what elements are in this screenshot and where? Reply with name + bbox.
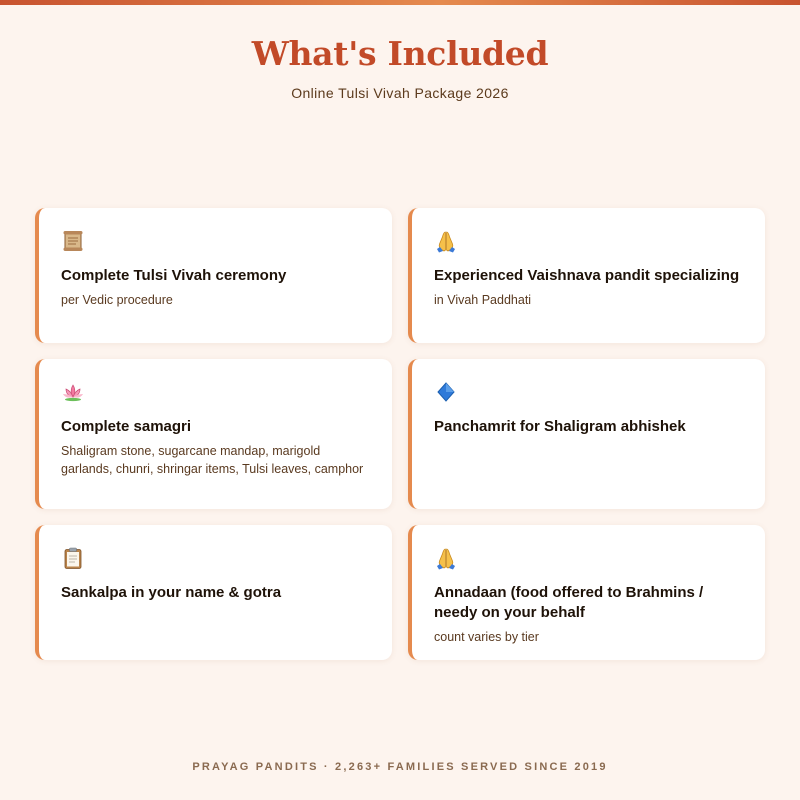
inclusion-card-samagri xyxy=(35,359,392,509)
card-title: Sankalpa in your name & gotra xyxy=(61,584,282,601)
inclusions-grid xyxy=(35,208,765,660)
card-description: count varies by tier xyxy=(434,630,539,644)
folded-hands-icon xyxy=(434,545,747,571)
card-description: per Vedic procedure xyxy=(61,293,173,307)
folded-hands-icon xyxy=(434,228,747,254)
page-subtitle: Online Tulsi Vivah Package 2026 xyxy=(291,85,509,101)
inclusion-card-pandit xyxy=(408,208,765,343)
scroll-icon xyxy=(61,228,374,254)
inclusion-card-panchamrit xyxy=(408,359,765,509)
card-title: Experienced Vaishnava pandit specializing xyxy=(434,267,740,284)
footer-tagline: PRAYAG PANDITS · 2,263+ FAMILIES SERVED SINCE 2019 xyxy=(192,761,608,773)
top-accent-bar xyxy=(0,0,800,5)
card-description: Shaligram stone, sugarcane mandap, marigold garlands, chunri, shringar items, Tulsi leaves, camphor xyxy=(61,444,364,476)
inclusion-card-ceremony xyxy=(35,208,392,343)
card-description: in Vivah Paddhati xyxy=(434,293,532,307)
card-title: Complete samagri xyxy=(61,418,192,435)
lotus-icon xyxy=(61,379,374,405)
inclusion-card-annadaan xyxy=(408,525,765,660)
page-header xyxy=(0,34,800,101)
inclusion-card-sankalpa xyxy=(35,525,392,660)
clipboard-icon xyxy=(61,545,374,571)
card-title: Complete Tulsi Vivah ceremony xyxy=(61,267,287,284)
blue-diamond-icon xyxy=(434,379,747,405)
page-title: What's Included xyxy=(251,34,549,73)
card-title: Annadaan (food offered to Brahmins / needy on your behalf xyxy=(434,584,704,621)
card-title: Panchamrit for Shaligram abhishek xyxy=(434,418,686,435)
